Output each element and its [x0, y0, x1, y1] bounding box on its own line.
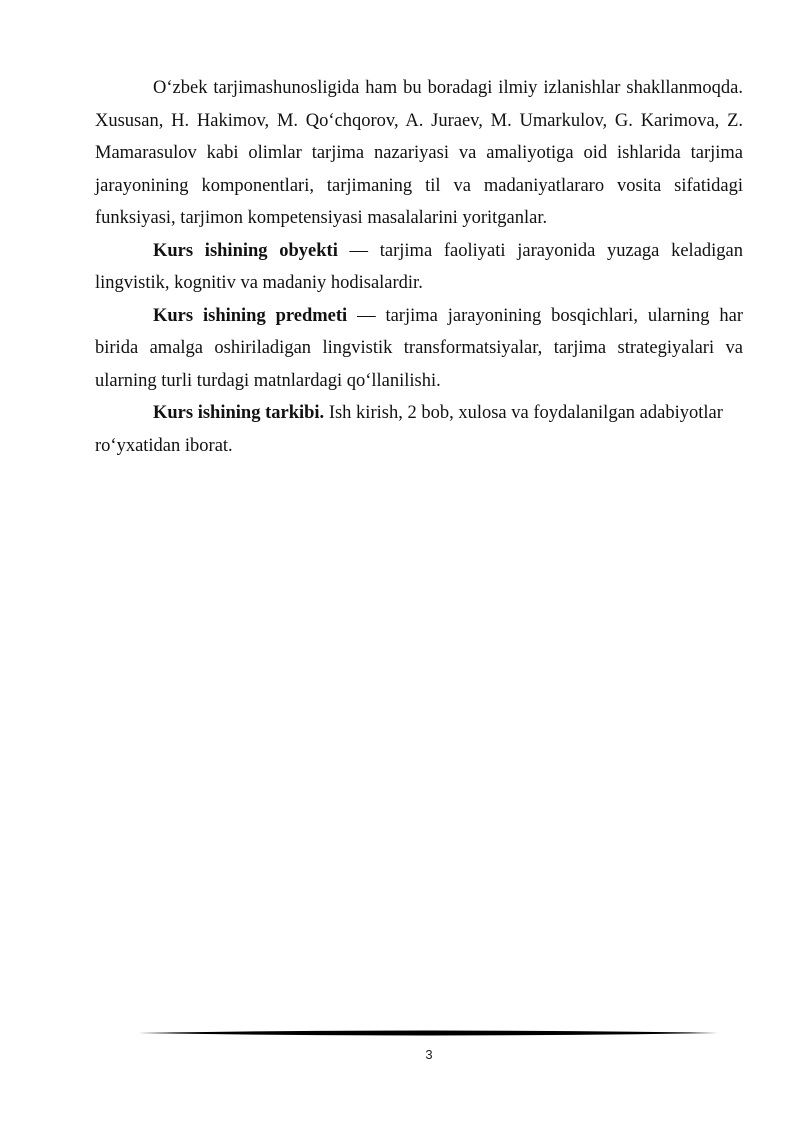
paragraph-intro	[95, 72, 743, 235]
paragraph-lead: Kurs ishining tarkibi.	[153, 403, 325, 423]
paragraph-subject	[95, 300, 743, 398]
page-number: 3	[425, 1047, 433, 1062]
paragraph-lead: Kurs ishining obyekti	[153, 240, 338, 261]
footer-divider	[138, 1027, 718, 1039]
paragraph-text: — tarjima faoliyati jarayonida yuzaga keladigan lingvistik, kognitiv va madaniy hodisalardir.	[95, 240, 744, 293]
paragraph-object	[95, 235, 743, 300]
paragraph-text: Ish kirish, 2 bob, xulosa va foydalanilgan adabiyotlar ro‘yxatidan iborat.	[95, 403, 723, 456]
paragraph-text: O‘zbek tarjimashunosligida ham bu boradagi ilmiy izlanishlar shakllanmoqda. Xususan, H. Hakimov, M. Qo‘chqorov, A. Juraev, M. Umarkulov, G. Karimova, Z. Mamarasulov kabi olimlar tarjima nazariyasi va amaliyotiga oid ishlarida tarjima jarayonining komponentlari, tarjimaning til va madaniyatlararo vosita sifatidagi funksiyasi, tarjimon kompetensiyasi masalalarini yoritganlar.	[95, 78, 743, 228]
paragraph-structure	[95, 397, 743, 462]
paragraph-text: — tarjima jarayonining bosqichlari, ularning har birida amalga oshiriladigan lingvistik transformatsiyalar, tarjima strategiyalari va ularning turli turdagi matnlardagi qo‘llanilishi.	[95, 305, 743, 391]
document-body	[95, 72, 743, 462]
paragraph-lead: Kurs ishining predmeti	[153, 305, 348, 326]
